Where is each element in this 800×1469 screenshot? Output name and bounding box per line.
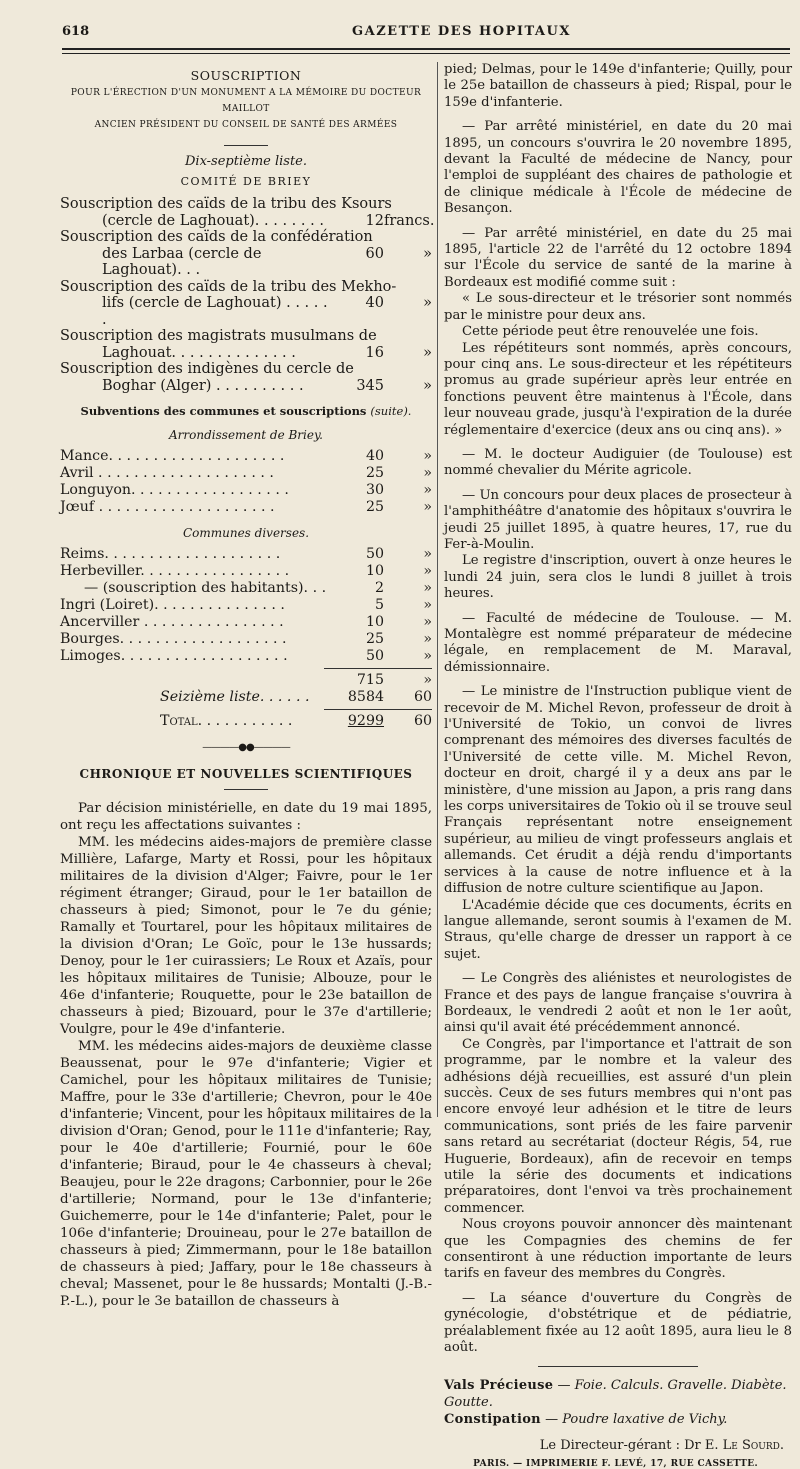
article-paragraph: MM. les médecins aides-majors de première classe Millière, Lafarge, Marty et Rossi, pour les hôpitaux militaires de la division d'Alger; Faivre, pour le 1er régiment étranger; Giraud, pour le 1er bataillon de chasseurs à pied; Simonot, pour le 7e du génie; Ramally et Tourtarel, pour les hôpitaux militaires de la division d'Oran; Le Goïc, pour le 13e hussards; Denoy, pour le 1er cuirassiers; Le Roux et Azaïs, pour les hôpitaux militaires de Tunisie; Albouze, pour le 46e d'infanterie; Rouquette, pour le 23e bataillon de chasseurs à pied; Bizouard, pour le 37e d'artillerie; Voulgre, pour le 49e d'infanterie.	[60, 835, 432, 1037]
printer-line: PARIS. — IMPRIMERIE F. LEVÉ, 17, RUE CASSETTE.	[473, 1459, 758, 1469]
column-divider	[437, 62, 438, 1117]
directeur-gerant: Le Directeur-gérant : Dr E. Le Sourd.	[539, 1438, 784, 1454]
list-item: Longuyon. . . . . . . . . . . . . . . . . . 30 »	[60, 482, 432, 498]
entry-line: Souscription des caïds de la tribu des Mekho-	[60, 278, 397, 295]
list-item: — (souscription des habitants). . . 2 »	[84, 580, 432, 596]
list-item: Ingri (Loiret). . . . . . . . . . . . . . . 5 »	[60, 597, 432, 613]
total-row: Total. . . . . . . . . . . 9299 60	[160, 713, 432, 729]
souscription-subtitle-2: ANCIEN PRÉSIDENT DU CONSEIL DE SANTÉ DES ARMÉES	[94, 120, 398, 130]
article-paragraph: — Le Congrès des aliénistes et neurologistes de France et des pays de langue française s'ouvrira à Bordeaux, le vendredi 2 août et non le 1er août, ainsi qu'il avait été précédemment annoncé.	[444, 971, 792, 1036]
article-paragraph: pied; Delmas, pour le 149e d'infanterie; Quilly, pour le 25e bataillon de chasseurs à pied; Rispal, pour le 159e d'infanterie.	[444, 62, 792, 110]
chronique-title: CHRONIQUE ET NOUVELLES SCIENTIFIQUES	[79, 767, 413, 781]
article-paragraph: Par décision ministérielle, en date du 19 mai 1895, ont reçu les affectations suivantes :	[60, 801, 432, 833]
list-item: Bourges. . . . . . . . . . . . . . . . . . . 25 »	[60, 631, 432, 647]
divider	[224, 145, 268, 146]
journal-title: GAZETTE DES HOPITAUX	[352, 24, 571, 39]
article-paragraph: Nous croyons pouvoir annoncer dès maintenant que les Compagnies des chemins de fer consentiront à une réduction importante de leurs tarifs en faveur des membres du Congrès.	[444, 1217, 792, 1282]
article-paragraph: MM. les médecins aides-majors de deuxième classe Beaussenat, pour le 97e d'infanterie; Vigier et Camichel, pour les hôpitaux militaires de Tunisie; Maffre, pour le 33e d'artillerie; Chevron, pour le 40e d'infanterie; Vincent, pour les hôpitaux militaires de la division d'Oran; Genod, pour le 111e d'infanterie; Ray, pour le 40e d'artillerie; Fournié, pour le 60e d'infanterie; Biraud, pour le 4e chasseurs à cheval; Beaujeu, pour le 22e dragons; Carbonnier, pour le 26e d'artillerie; Normand, pour le 13e d'infanterie; Guichemerre, pour le 14e d'infanterie; Palet, pour le 106e d'infanterie; Drouineau, pour le 27e bataillon de chasseurs à pied; Zimmermann, pour le 18e bataillon de chasseurs à pied; Jaffary, pour le 18e chasseurs à cheval; Massenet, pour le 8e hussards; Montalti (J.-B.-P.-L.), pour le 3e bataillon de chasseurs à	[60, 1039, 432, 1309]
list-item: Reims. . . . . . . . . . . . . . . . . . . . 50 »	[60, 546, 432, 562]
list-item: Mance. . . . . . . . . . . . . . . . . . . . 40 »	[60, 448, 432, 464]
article-paragraph: L'Académie décide que ces documents, écrits en langue allemande, seront soumis à l'examen de M. Straus, qu'elle charge de dresser un rapport à ce sujet.	[444, 897, 792, 962]
entry-line: Boghar (Alger) . . . . . . . . . . 345 »	[102, 377, 432, 394]
article-paragraph: — Un concours pour deux places de prosecteur à l'amphithéâtre d'anatomie des hôpitaux s'ouvrira le jeudi 25 juillet 1895, à quatre heures, 17, rue du Fer-à-Moulin.	[444, 487, 792, 552]
arrondissement-list	[60, 448, 432, 516]
ornament-divider: ————●●————	[202, 742, 290, 753]
entry-line: Souscription des caïds de la tribu des Ksours	[60, 196, 392, 212]
article-paragraph: Le registre d'inscription, ouvert à onze heures le lundi 24 juin, sera clos le lundi 8 juillet à trois heures.	[444, 553, 792, 602]
comite-heading: COMITÉ DE BRIEY	[180, 175, 312, 188]
article-paragraph: — Faculté de médecine de Toulouse. — M. Montalègre est nommé préparateur de médecine légale, en remplacement de M. Maraval, démissionnaire.	[444, 610, 792, 675]
souscription-subtitle-1: POUR L'ÉRECTION D'UN MONUMENT A LA MÉMOIRE DU DOCTEUR MAILLOT	[70, 88, 422, 114]
header-rule-thin	[62, 53, 790, 54]
list-item: Herbeviller. . . . . . . . . . . . . . . . . 10 »	[60, 563, 432, 579]
seizieme-row: Seizième liste. . . . . . 8584 60	[160, 689, 432, 705]
subtotal-row: 715 »	[356, 672, 432, 688]
header-rule	[62, 48, 790, 50]
souscription-entries	[60, 196, 435, 394]
list-item: Limoges. . . . . . . . . . . . . . . . . . . 50 »	[60, 648, 432, 664]
article-paragraph: Les répétiteurs sont nommés, après concours, pour cinq ans. Le sous-directeur et les répétiteurs promus au grade supérieur après leur entrée en fonctions peuvent être maintenus à l'École, dans leur nouveau grade, jusqu'à l'expiration de la durée réglementaire d'exercice (deux ans ou cinq ans). »	[444, 340, 792, 438]
entry-line: lifs (cercle de Laghouat) . . . . . . 40 »	[102, 295, 432, 328]
subventions-heading: Subventions des communes et souscriptions (suite).	[80, 404, 412, 418]
article-paragraph: — Par arrêté ministériel, en date du 20 mai 1895, un concours s'ouvrira le 20 novembre 1895, devant la Faculté de médecine de Nancy, pour l'emploi de suppléant des chaires de pathologie et de clinique médicale à l'École de médecine de Besançon.	[444, 119, 792, 217]
sum-rule	[60, 706, 432, 713]
entry-line: Souscription des magistrats musulmans de	[60, 328, 377, 344]
entry-line: (cercle de Laghouat). . . . . . . . 12 francs.	[102, 212, 435, 229]
communes-list	[60, 546, 432, 665]
page-header	[62, 24, 788, 46]
article-paragraph: — Par arrêté ministériel, en date du 25 mai 1895, l'article 22 de l'arrêté du 12 octobre 1894 sur l'École du service de santé de la marine à Bordeaux est modifié comme suit :	[444, 225, 792, 290]
arrondissement-heading: Arrondissement de Briey.	[169, 428, 323, 442]
list-title: Dix-septième liste.	[184, 154, 308, 169]
article-paragraph: Cette période peut être renouvelée une fois.	[462, 324, 759, 340]
advert-constipation: Constipation — Poudre laxative de Vichy.	[444, 1412, 728, 1428]
sum-rule	[60, 665, 432, 672]
entry-line: Laghouat. . . . . . . . . . . . . . 16 »	[102, 344, 432, 361]
article-paragraph: Ce Congrès, par l'importance et l'attrait de son programme, par le nombre et la valeur des adhésions déjà recueillies, est assuré d'un plein succès. Ceux de ses futurs membres qui n'ont pas encore envoyé leur adhésion et le titre de leurs communications, sont priés de les faire parvenir sans retard au secrétariat (docteur Régis, 54, rue Huguerie, Bordeaux), afin de recevoir en temps utile la série des documents et indications préparatoires, dont l'envoi va très prochainement commencer.	[444, 1036, 792, 1216]
communes-heading: Communes diverses.	[182, 526, 310, 540]
list-item: Avril . . . . . . . . . . . . . . . . . . . . 25 »	[60, 465, 432, 481]
page-number: 618	[62, 24, 90, 39]
article-paragraph: — La séance d'ouverture du Congrès de gynécologie, d'obstétrique et de pédiatrie, préalablement fixée au 12 août 1895, aura lieu le 8 août.	[444, 1290, 792, 1356]
list-item: Ancerviller . . . . . . . . . . . . . . . . 10 »	[60, 614, 432, 630]
article-paragraph: « Le sous-directeur et le trésorier sont nommés par le ministre pour deux ans.	[444, 291, 792, 323]
right-column	[444, 62, 792, 1469]
list-item: Jœuf . . . . . . . . . . . . . . . . . . . . 25 »	[60, 499, 432, 515]
divider	[224, 789, 268, 790]
souscription-title: SOUSCRIPTION	[190, 68, 302, 83]
left-column	[60, 62, 435, 1310]
entry-line: Souscription des indigènes du cercle de	[60, 361, 354, 377]
article-paragraph: — Le ministre de l'Instruction publique vient de recevoir de M. Michel Revon, professeur de droit à l'Université de Tokio, un convoi de livres comprenant des mémoires des diverses facultés de l'Université de cette ville. M. Michel Revon, docteur en droit, chargé il y a deux ans par le ministère, d'une mission au Japon, a pris rang dans les corps universitaires de Tokio où il se trouve seul Français représentant notre enseignement supérieur, au milieu de vingt professeurs anglais et allemands. Cet érudit a déjà rendu d'importants services à la cause de notre influence et à la diffusion de notre culture scientifique au Japon.	[444, 684, 792, 897]
article-paragraph: — M. le docteur Audiguier (de Toulouse) est nommé chevalier du Mérite agricole.	[444, 446, 792, 479]
entry-line: Souscription des caïds de la confédération	[60, 229, 373, 245]
advert-vals: Vals Précieuse — Foie. Calculs. Gravelle. Diabète. Goutte.	[444, 1378, 787, 1411]
divider	[538, 1366, 698, 1367]
entry-line: des Larbaa (cercle de Laghouat). . . 60 »	[102, 245, 432, 278]
